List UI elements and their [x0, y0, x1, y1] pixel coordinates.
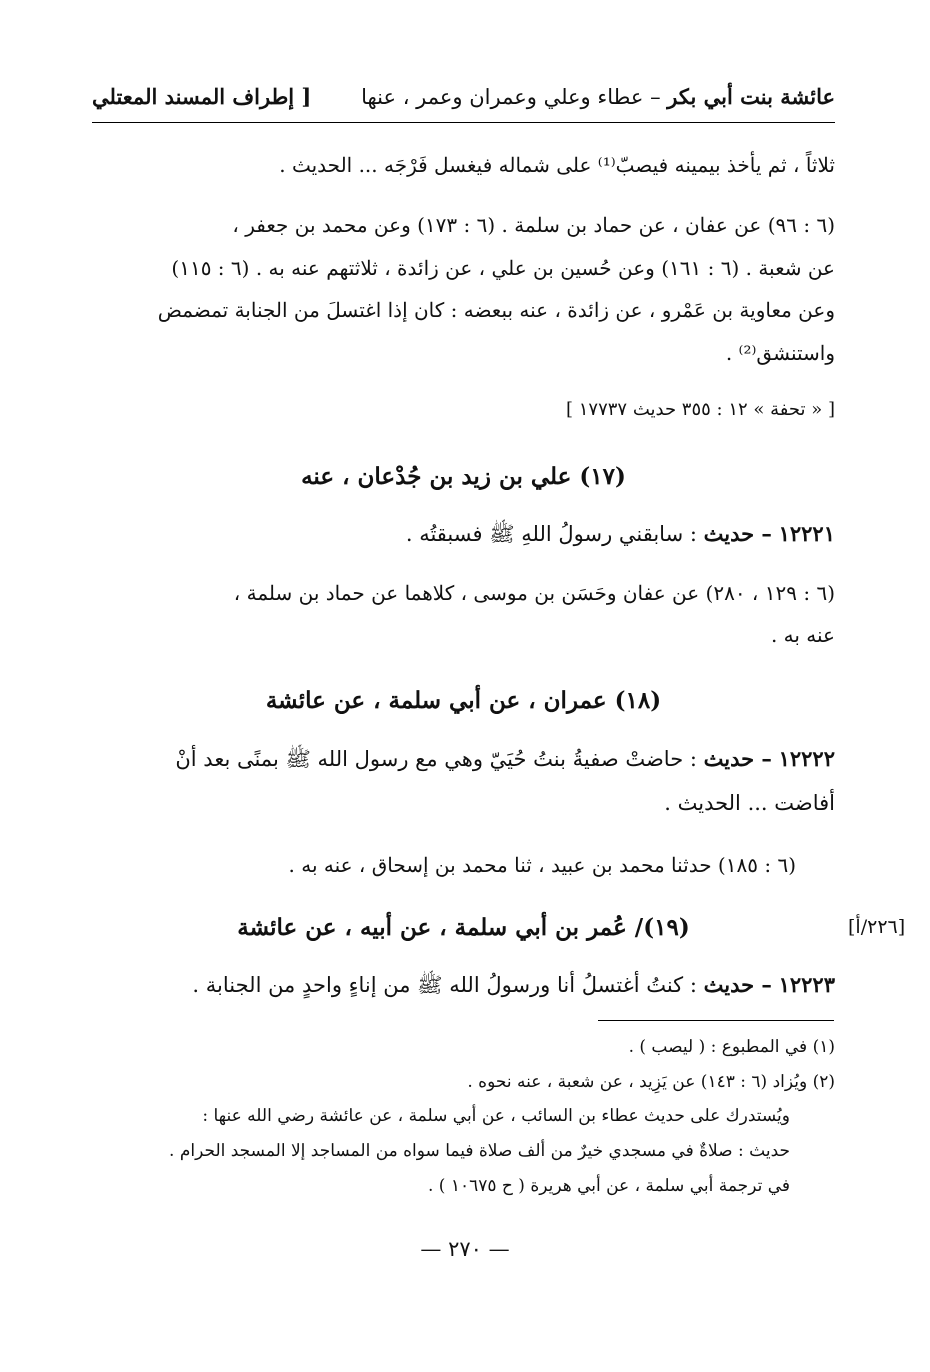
section-18-source-1: (٦ : ١٨٥) حدثنا محمد بن عبيد ، ثنا محمد بن إسحاق ، عنه به . [288, 853, 796, 877]
footnote-2-line-3: حديث : صلاةٌ في مسجدي خيرٌ من ألف صلاة فيما سواه من المساجد إلا المسجد الحرام . [169, 1141, 790, 1161]
footnote-2-line-4: في ترجمة أبي سلمة ، عن أبي هريرة ( ح ١٠٦٧٥ ) . [428, 1176, 790, 1196]
body-line-5: واستنشق⁽²⁾ . [725, 341, 835, 365]
footnote-2: (٢) ويُزاد (٦ : ١٤٣) عن يَزِيد ، عن شعبة ، عنه نحوه . [467, 1072, 835, 1092]
footnote-rule [598, 1020, 834, 1021]
footnote-1: (١) في المطبوع : ( ليصب ) . [628, 1037, 835, 1057]
tuhfa-reference: [ « تحفة » ١٢ : ٣٥٥ حديث ١٧٧٣٧ ] [566, 399, 835, 420]
section-header [361, 84, 835, 109]
body-line-4: وعن معاوية بن عَمْرو ، عن زائدة ، عنه ببعضه : كان إذا اغتسلَ من الجنابة تمضمض [157, 298, 835, 322]
book-title: [ إطراف المسند المعتلي [92, 84, 312, 109]
footnote-2-line-2: ويُستدرك على حديث عطاء بن السائب ، عن أبي سلمة ، عن عائشة رضي الله عنها : [202, 1106, 790, 1126]
section-17-title: (١٧) علي بن زيد بن جُدْعان ، عنه [301, 463, 626, 490]
section-header-rest: – عطاء وعلي وعمران وعمر ، عنها [361, 85, 661, 109]
hadith-text: : سابقني رسولُ اللهِ ﷺ فسبقتُه . [405, 522, 697, 546]
section-19-title: (١٩)/ عُمر بن أبي سلمة ، عن أبيه ، عن عائشة [237, 914, 690, 941]
section-17-source-2: عنه به . [770, 623, 835, 647]
hadith-12223 [192, 972, 835, 998]
hadith-label: – حديث [703, 972, 772, 997]
body-line-3: عن شعبة . (٦ : ١٦١) وعن حُسين بن علي ، عن زائدة ، ثلاثتهم عنه به . (٦ : ١١٥) [171, 256, 835, 280]
section-17-source-1: (٦ : ١٢٩ ، ٢٨٠) عن عفان وحَسَن بن موسى ، كلاهما عن حماد بن سلمة ، [233, 581, 835, 605]
hadith-number: ١٢٢٢٣ [778, 972, 835, 997]
hadith-text: : كنتُ أغتسلُ أنا ورسولُ الله ﷺ من إناءٍ واحدٍ من الجنابة . [192, 973, 697, 997]
hadith-12222 [175, 746, 835, 772]
hadith-label: – حديث [703, 521, 772, 546]
manuscript-folio-note: [٢٢٦/أ] [848, 916, 906, 938]
hadith-12222-line-2: أفاضت ... الحديث . [664, 791, 835, 815]
section-header-bold: عائشة بنت أبي بكر [667, 84, 835, 109]
hadith-12221 [406, 521, 835, 547]
hadith-text: : حاضتْ صفيةُ بنتُ حُيَيّ وهي مع رسول الله ﷺ بمنًى بعد أنْ [175, 747, 697, 771]
page-number: — ٢٧٠ — [420, 1237, 510, 1261]
body-line-2: (٦ : ٩٦) عن عفان ، عن حماد بن سلمة . (٦ : ١٧٣) وعن محمد بن جعفر ، [232, 213, 835, 237]
body-line-1: ثلاثاً ، ثم يأخذ بيمينه فيصبّ⁽¹⁾ على شماله فيغسل فَرْجَه ... الحديث . [279, 153, 835, 177]
header-rule [92, 122, 835, 123]
hadith-number: ١٢٢٢٢ [778, 746, 835, 771]
section-18-title: (١٨) عمران ، عن أبي سلمة ، عن عائشة [265, 687, 662, 714]
hadith-label: – حديث [703, 746, 772, 771]
hadith-number: ١٢٢٢١ [778, 521, 835, 546]
